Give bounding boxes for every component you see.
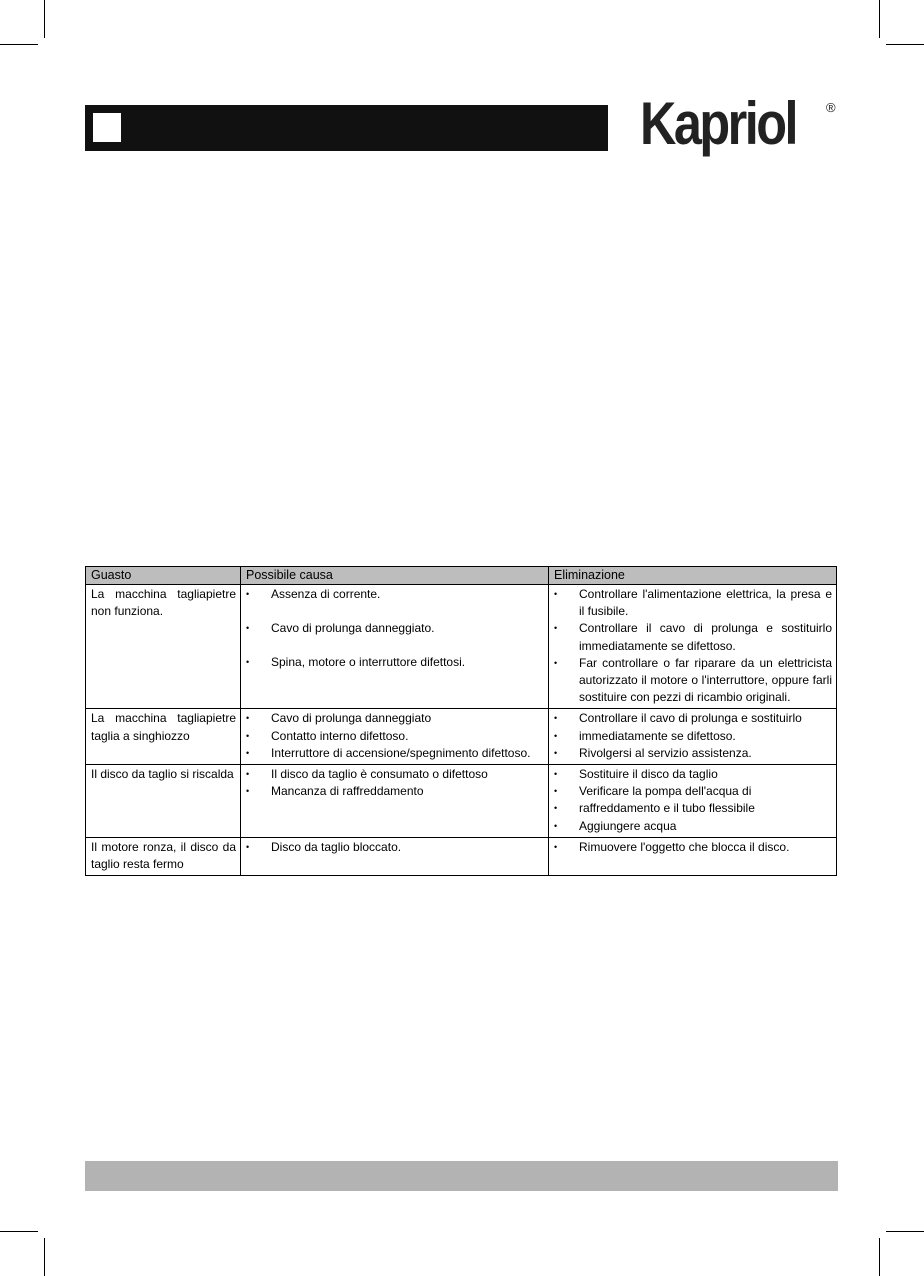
cause-cell: [241, 765, 549, 838]
crop-mark: [0, 1231, 38, 1232]
remedy-item: • immediatamente se difettoso.: [554, 728, 832, 745]
crop-mark: [886, 44, 924, 45]
cause-item: • Interruttore di accensione/spegnimento difettoso.: [246, 745, 544, 762]
remedy-cell: [549, 709, 837, 765]
footer-bar: [85, 1161, 838, 1191]
cause-item: • Assenza di corrente.: [246, 586, 544, 603]
remedy-item: • raffreddamento e il tubo flessibile: [554, 800, 832, 817]
fault-cell: Il motore ronza, il disco da taglio resta fermo: [86, 837, 241, 875]
brand-logo: Kapriol: [640, 90, 796, 157]
remedy-cell: [549, 585, 837, 709]
crop-mark: [0, 44, 38, 45]
remedy-item: • Rimuovere l'oggetto che blocca il disco.: [554, 839, 832, 856]
cause-item: • Spina, motore o interruttore difettosi.: [246, 654, 544, 671]
cause-cell: [241, 837, 549, 875]
table-row: [86, 837, 837, 875]
header-bar: [85, 105, 608, 151]
cause-cell: [241, 585, 549, 709]
table-header-row: [86, 567, 837, 585]
language-box: [93, 113, 121, 142]
remedy-item: • Controllare l'alimentazione elettrica, la presa e il fusibile.: [554, 586, 832, 620]
remedy-item: • Rivolgersi al servizio assistenza.: [554, 745, 832, 762]
cause-item: • Mancanza di raffreddamento: [246, 783, 544, 800]
remedy-item: • Far controllare o far riparare da un elettricista autorizzato il motore o l'interruttore, oppure farli sostituire con pezzi di ricambio originali.: [554, 655, 832, 707]
remedy-item: • Controllare il cavo di prolunga e sostituirlo: [554, 710, 832, 727]
registered-mark: ®: [826, 100, 836, 115]
table-row: [86, 709, 837, 765]
cause-item: • Il disco da taglio è consumato o difettoso: [246, 766, 544, 783]
remedy-item: • Verificare la pompa dell'acqua di: [554, 783, 832, 800]
cause-item: • Contatto interno difettoso.: [246, 728, 544, 745]
remedy-item: • Aggiungere acqua: [554, 818, 832, 835]
crop-mark: [44, 1238, 45, 1276]
table-row: [86, 765, 837, 838]
crop-mark: [879, 1238, 880, 1276]
cause-item: • Cavo di prolunga danneggiato.: [246, 620, 544, 637]
troubleshooting-table: [85, 566, 837, 876]
crop-mark: [886, 1231, 924, 1232]
cause-item: • Disco da taglio bloccato.: [246, 839, 544, 856]
header-fault: Guasto: [86, 567, 241, 585]
remedy-cell: [549, 765, 837, 838]
remedy-item: • Sostituire il disco da taglio: [554, 766, 832, 783]
remedy-cell: [549, 837, 837, 875]
remedy-item: • Controllare il cavo di prolunga e sostituirlo immediatamente se difettoso.: [554, 620, 832, 654]
crop-mark: [44, 0, 45, 38]
table-row: [86, 585, 837, 709]
fault-cell: La macchina tagliapietre non funziona.: [86, 585, 241, 709]
crop-mark: [879, 0, 880, 38]
cause-cell: [241, 709, 549, 765]
cause-item: • Cavo di prolunga danneggiato: [246, 710, 544, 727]
header-remedy: Eliminazione: [549, 567, 837, 585]
fault-cell: Il disco da taglio si riscalda: [86, 765, 241, 838]
header-cause: Possibile causa: [241, 567, 549, 585]
fault-cell: La macchina tagliapietre taglia a singhiozzo: [86, 709, 241, 765]
